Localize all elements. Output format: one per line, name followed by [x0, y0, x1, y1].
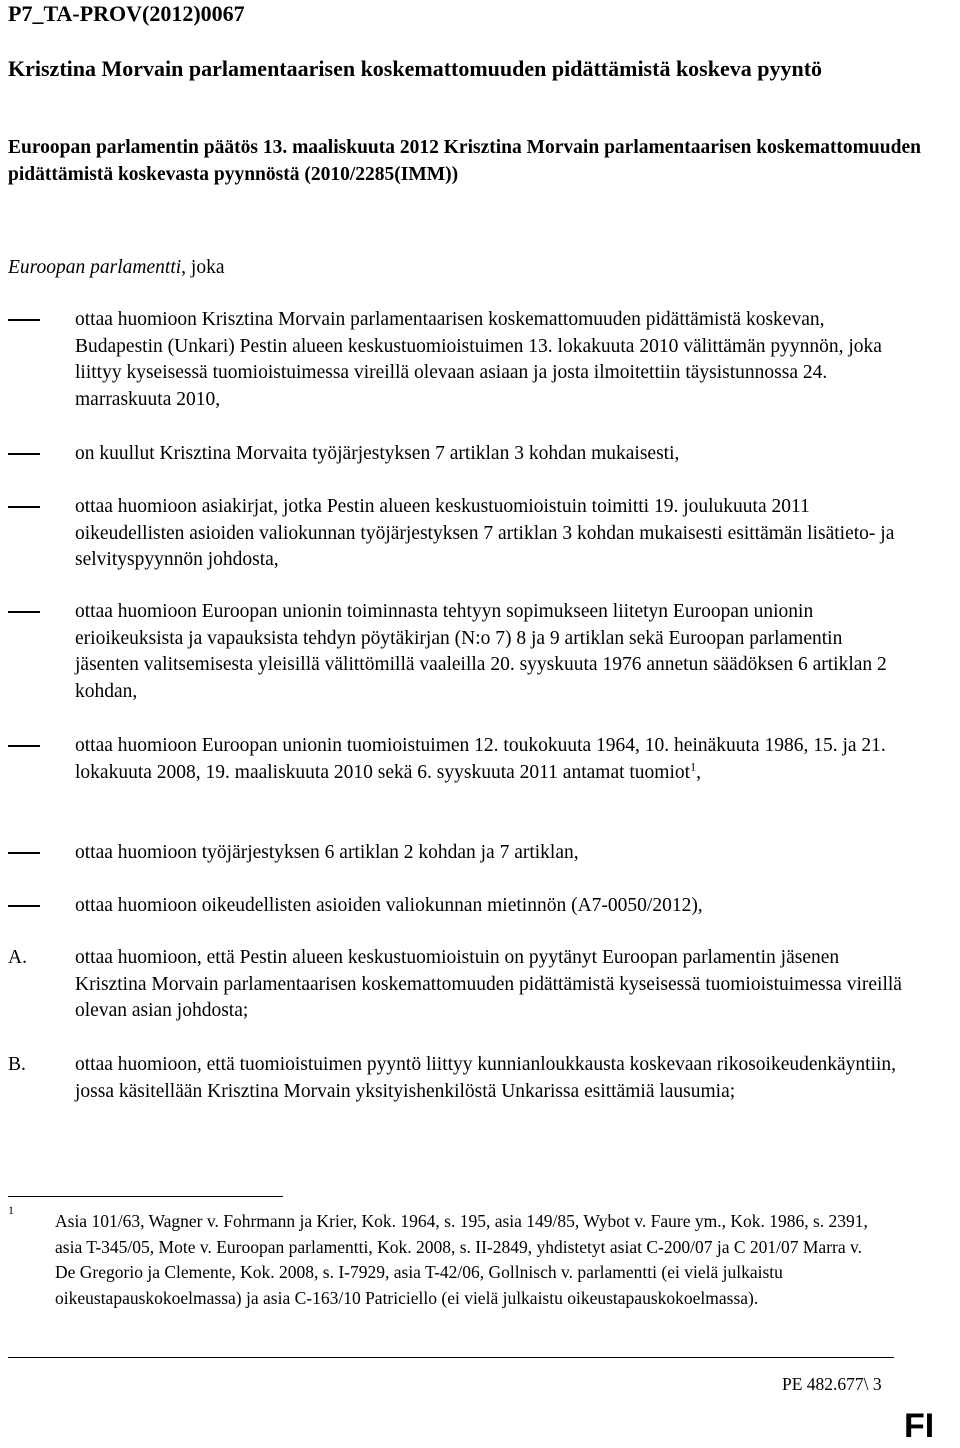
intro-italic: Euroopan parlamentti — [8, 257, 182, 278]
citation-text: ottaa huomioon oikeudellisten asioiden valiokunnan mietinnön (A7-0050/2012), — [75, 895, 703, 916]
dash-marker — [8, 852, 40, 854]
document-title: Krisztina Morvain parlamentaarisen koskemattomuuden pidättämistä koskeva pyyntö — [8, 56, 823, 81]
citation-text: on kuullut Krisztina Morvaita työjärjestyksen 7 artiklan 3 kohdan mukaisesti, — [75, 443, 680, 464]
page-reference: PE 482.677\ 3 — [782, 1374, 882, 1394]
intro-line — [8, 255, 224, 282]
dash-marker — [8, 745, 40, 747]
dash-marker — [8, 453, 40, 455]
dash-marker — [8, 905, 40, 907]
recital-text: ottaa huomioon, että Pestin alueen keskustuomioistuin on pyytänyt Euroopan parlamentin jäsenen Krisztina Morvain parlamentaarisen koskemattomuuden pidättämistä kyseisessä tuomioistuimessa vireillä olevan asian johdosta; — [75, 947, 902, 1021]
citation-text: ottaa huomioon Euroopan unionin toiminnasta tehtyyn sopimukseen liitetyn Euroopan unionin erioikeuksista ja vapauksista tehdyn pöytäkirjan (N:o 7) 8 ja 9 artiklan sekä Euroopan parlamentin jäsenten valitsemisesta yleisillä välittömillä vaaleilla 20. syyskuuta 1976 annetun säädöksen 6 artiklan 2 kohdan, — [75, 601, 887, 702]
document-reference: P7_TA-PROV(2012)0067 — [8, 1, 245, 26]
recital-letter: B. — [8, 1054, 26, 1075]
footnote-separator — [8, 1196, 283, 1197]
intro-rest: , joka — [181, 257, 225, 278]
recital-letter: A. — [8, 947, 27, 968]
recital-text: ottaa huomioon, että tuomioistuimen pyyntö liittyy kunnianloukkausta koskevaan rikosoikeudenkäyntiin, jossa käsitellään Krisztina Morvain yksityishenkilöstä Unkarissa esittämiä lausumia; — [75, 1054, 897, 1102]
dash-marker — [8, 611, 40, 613]
footnote-text: Asia 101/63, Wagner v. Fohrmann ja Krier, Kok. 1964, s. 195, asia 149/85, Wybot v. Faure ym., Kok. 1986, s. 2391, asia T-345/05, Mote v. Euroopan parlamentti, Kok. 2008, s. II-2849, yhdistetyt asiat C-200/07 ja C 201/07 Marra v. De Gregorio ja Clemente, Kok. 2008, s. I-7929, asia T-42/06, Gollnisch v. parlamentti (ei vielä julkaistu oikeustapauskokoelmassa) ja asia C-163/10 Patriciello (ei vielä julkaistu oikeustapauskokoelmassa). — [55, 1211, 868, 1308]
footer-divider — [8, 1357, 894, 1358]
dash-marker — [8, 506, 40, 508]
language-code: FI — [904, 1407, 935, 1445]
dash-marker — [8, 319, 40, 321]
citation-text-end: , — [696, 761, 701, 783]
footnote-ref[interactable]: 1 — [690, 759, 697, 773]
citation-text — [75, 733, 905, 786]
citation-text: ottaa huomioon Krisztina Morvain parlamentaarisen koskemattomuuden pidättämistä koskevan, Budapestin (Unkari) Pestin alueen keskustuomioistuimen 13. lokakuuta 2010 välittämän pyynnön, joka liittyy kyseisessä tuomioistuimessa vireillä olevaan asiaan ja josta ilmoitettiin täysistunnossa 24. marraskuuta 2010, — [75, 309, 882, 410]
decision-subtitle: Euroopan parlamentin päätös 13. maaliskuuta 2012 Krisztina Morvain parlamentaarisen koskemattomuuden pidättämistä koskevasta pyynnöstä (2010/2285(IMM)) — [8, 137, 921, 185]
citation-text: ottaa huomioon asiakirjat, jotka Pestin alueen keskustuomioistuin toimitti 19. joulukuuta 2011 oikeudellisten asioiden valiokunnan työjärjestyksen 7 artiklan 3 kohdan mukaisesti esittämän lisätieto- ja selvityspyynnön johdosta, — [75, 496, 895, 570]
citation-text-main: ottaa huomioon Euroopan unionin tuomioistuimen 12. toukokuuta 1964, 10. heinäkuuta 1986, 15. ja 21. lokakuuta 2008, 19. maaliskuuta 2010 sekä 6. syyskuuta 2011 antamat tuomiot — [75, 735, 886, 783]
citation-text: ottaa huomioon työjärjestyksen 6 artiklan 2 kohdan ja 7 artiklan, — [75, 842, 579, 863]
footnote-number: 1 — [8, 1203, 14, 1217]
